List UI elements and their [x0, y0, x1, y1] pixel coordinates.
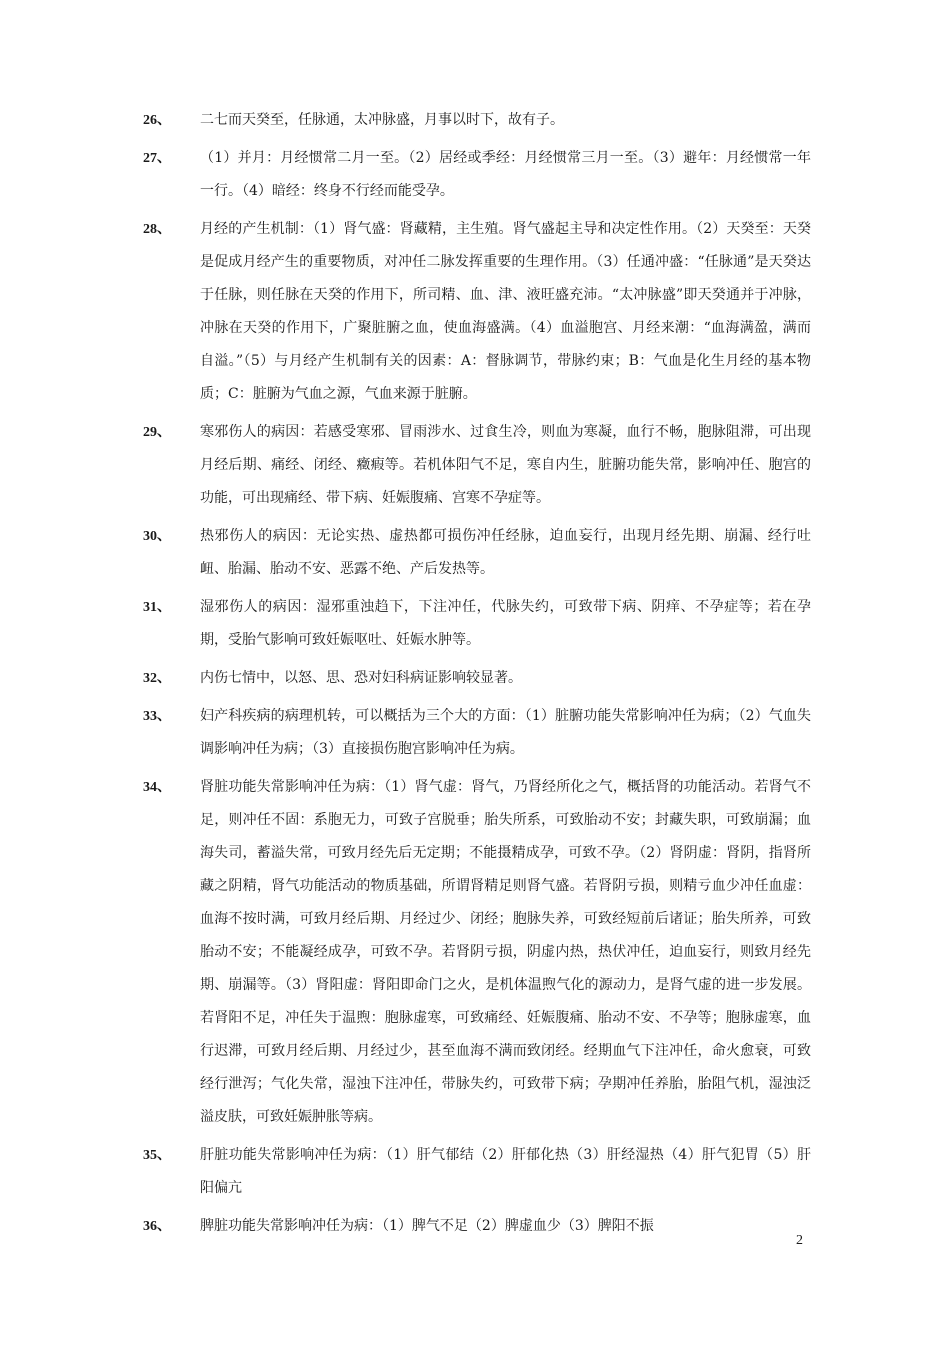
- document-body: [143, 104, 811, 1248]
- item-number: 31、: [143, 600, 171, 615]
- item-number: 26、: [143, 113, 171, 128]
- list-item: [143, 591, 811, 657]
- list-item: [143, 213, 811, 411]
- list-item: [143, 700, 811, 766]
- item-number: 29、: [143, 425, 171, 440]
- list-item: [143, 416, 811, 515]
- item-number: 36、: [143, 1219, 171, 1234]
- item-number: 30、: [143, 529, 171, 544]
- item-text: 湿邪伤人的病因：湿邪重浊趋下，下注冲任，代脉失约，可致带下病、阴痒、不孕症等；若在孕期，受胎气影响可致妊娠呕吐、妊娠水肿等。: [200, 599, 811, 648]
- page-number: 2: [796, 1233, 803, 1248]
- item-text: 肝脏功能失常影响冲任为病：（1）肝气郁结（2）肝郁化热（3）肝经湿热（4）肝气犯胃（5）肝阳偏亢: [200, 1147, 811, 1196]
- item-number: 33、: [143, 709, 171, 724]
- list-item: [143, 662, 811, 695]
- item-text: 内伤七情中，以怒、思、恐对妇科病证影响较显著。: [200, 670, 522, 686]
- list-item: [143, 771, 811, 1134]
- item-number: 34、: [143, 780, 171, 795]
- item-text: 肾脏功能失常影响冲任为病：（1）肾气虚：肾气，乃肾经所化之气，概括肾的功能活动。若肾气不足，则冲任不固：系胞无力，可致子宫脱垂；胎失所系，可致胎动不安；封藏失职，可致崩漏；血海失司，蓄溢失常，可致月经先后无定期；不能摄精成孕，可致不孕。（2）肾阴虚：肾阴，指肾所藏之阴精，肾气功能活动的物质基础，所谓肾精足则肾气盛。若肾阴亏损，则精亏血少冲任血虚：血海不按时满，可致月经后期、月经过少、闭经；胞脉失养，可致经短前后诸证；胎失所养，可致胎动不安；不能凝经成孕，可致不孕。若肾阴亏损，阴虚内热，热伏冲任，迫血妄行，则致月经先期、崩漏等。（3）肾阳虚：肾阳即命门之火，是机体温煦气化的源动力，是肾气虚的进一步发展。若肾阳不足，冲任失于温煦：胞脉虚寒，可致痛经、妊娠腹痛、胎动不安、不孕等；胞脉虚寒，血行迟滞，可致月经后期、月经过少，甚至血海不满而致闭经。经期血气下注冲任，命火愈衰，可致经行泄泻；气化失常，湿浊下注冲任，带脉失约，可致带下病；孕期冲任养胎，胎阻气机，湿浊泛溢皮肤，可致妊娠肿胀等病。: [200, 779, 811, 1125]
- item-text: 妇产科疾病的病理机转，可以概括为三个大的方面：（1）脏腑功能失常影响冲任为病；（2）气血失调影响冲任为病；（3）直接损伤胞宫影响冲任为病。: [200, 708, 811, 757]
- list-item: [143, 1210, 811, 1243]
- item-number: 27、: [143, 151, 171, 166]
- item-text: 热邪伤人的病因：无论实热、虚热都可损伤冲任经脉，迫血妄行，出现月经先期、崩漏、经行吐衄、胎漏、胎动不安、恶露不绝、产后发热等。: [200, 528, 811, 577]
- item-text: 寒邪伤人的病因：若感受寒邪、冒雨涉水、过食生冷，则血为寒凝，血行不畅，胞脉阻滞，可出现月经后期、痛经、闭经、癥瘕等。若机体阳气不足，寒自内生，脏腑功能失常，影响冲任、胞宫的功能，可出现痛经、带下病、妊娠腹痛、宫寒不孕症等。: [200, 424, 811, 506]
- item-number: 28、: [143, 222, 171, 237]
- item-text: 二七而天癸至，任脉通，太冲脉盛，月事以时下，故有子。: [200, 112, 564, 128]
- list-item: [143, 1139, 811, 1205]
- list-item: [143, 104, 811, 137]
- item-text: 月经的产生机制：（1）肾气盛：肾藏精，主生殖。肾气盛起主导和决定性作用。（2）天癸至：天癸是促成月经产生的重要物质，对冲任二脉发挥重要的生理作用。（3）任通冲盛：“任脉通”是天癸达于任脉，则任脉在天癸的作用下，所司精、血、津、液旺盛充沛。“太冲脉盛”即天癸通并于冲脉，冲脉在天癸的作用下，广聚脏腑之血，使血海盛满。（4）血溢胞宫、月经来潮：“血海满盈，满而自溢。”（5）与月经产生机制有关的因素：A：督脉调节，带脉约束；B：气血是化生月经的基本物质；C：脏腑为气血之源，气血来源于脏腑。: [200, 221, 811, 402]
- item-number: 32、: [143, 671, 171, 686]
- list-item: [143, 142, 811, 208]
- item-number: 35、: [143, 1148, 171, 1163]
- list-item: [143, 520, 811, 586]
- item-text: 脾脏功能失常影响冲任为病：（1）脾气不足（2）脾虚血少（3）脾阳不振: [200, 1218, 654, 1234]
- item-text: （1）并月：月经惯常二月一至。（2）居经或季经：月经惯常三月一至。（3）避年：月经惯常一年一行。（4）暗经：终身不行经而能受孕。: [200, 150, 811, 199]
